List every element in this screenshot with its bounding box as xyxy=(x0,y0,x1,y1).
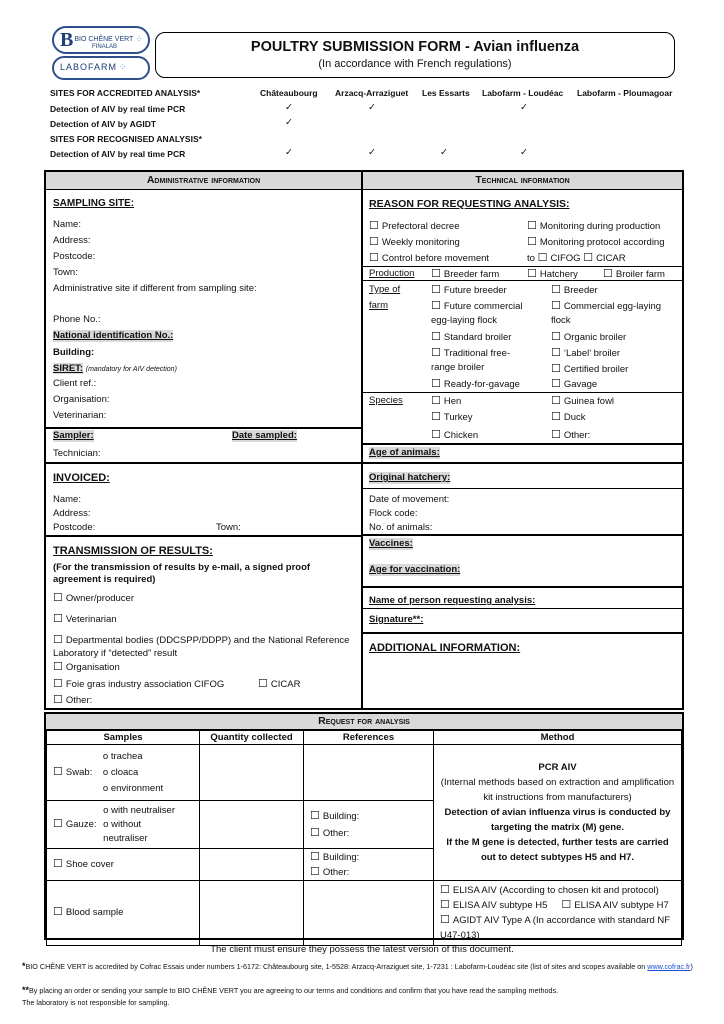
vaccines-field[interactable]: Vaccines: xyxy=(369,538,413,549)
site-row-2-label: Detection of AIV by real time PCR xyxy=(50,149,186,159)
hatchery-checkbox[interactable]: ☐ Hatchery xyxy=(527,268,578,282)
age-vaccination-field[interactable]: Age for vaccination: xyxy=(369,564,461,575)
range-broiler-text: range broiler xyxy=(431,362,485,373)
check-2-3: ✓ xyxy=(520,147,528,158)
pcr-bold1: Detection of avian influenza virus is conducted by targeting the matrix (M) gene. xyxy=(444,807,671,833)
gauze-other-checkbox[interactable]: ☐ Other: xyxy=(310,825,433,842)
cloaca-text: cloaca xyxy=(110,766,139,778)
address-field[interactable]: Address: xyxy=(53,235,91,246)
sampling-site-label: SAMPLING SITE: xyxy=(53,198,135,209)
site-col-0: Châteaubourg xyxy=(260,88,318,98)
gauze-checkbox[interactable]: ☐ Gauze: xyxy=(53,818,97,832)
duck-checkbox[interactable]: ☐ Duck xyxy=(551,411,586,425)
footer-note-2: **By placing an order or sending your sample to BIO CHÊNE VERT you are agreeing to our terms and conditions and confirm that you have read the sampling methods. xyxy=(22,985,559,995)
pcr-desc: (Internal methods based on extraction and amplification kit instructions from manufacturers) xyxy=(440,777,675,803)
tech-header: Technical information xyxy=(363,172,682,190)
flock-code-field[interactable]: Flock code: xyxy=(369,508,418,519)
sampler-field[interactable]: Sampler: xyxy=(53,430,94,441)
check-2-0: ✓ xyxy=(285,147,293,158)
col-samples: Samples xyxy=(47,731,200,745)
to-label xyxy=(527,252,626,266)
inv-name-field[interactable]: Name: xyxy=(53,494,81,505)
elisa-method-cell xyxy=(434,881,682,946)
chicken-checkbox[interactable]: ☐ Chicken xyxy=(431,429,478,443)
swab-references[interactable] xyxy=(304,745,434,801)
request-section xyxy=(44,712,684,940)
inv-town-field[interactable]: Town: xyxy=(216,522,241,533)
siret-field[interactable] xyxy=(53,363,177,375)
signature-field[interactable]: Signature**: xyxy=(369,614,424,625)
gauze-opt-without[interactable]: o without xyxy=(103,818,142,830)
person-requesting-field[interactable]: Name of person requesting analysis: xyxy=(369,595,536,606)
veterinarian-field[interactable]: Veterinarian: xyxy=(53,410,107,421)
inv-address-field[interactable]: Address: xyxy=(53,508,91,519)
recognised-label: SITES FOR RECOGNISED ANALYSIS* xyxy=(50,134,202,144)
technician-field[interactable]: Technician: xyxy=(53,448,101,459)
weekly-checkbox[interactable]: ☐ Weekly monitoring xyxy=(369,236,460,250)
swab-opt-environment[interactable]: o environment xyxy=(102,782,164,794)
siret-label: SIRET: xyxy=(53,363,84,374)
admin-site-field[interactable]: Administrative site if different from sampling site: xyxy=(53,283,257,294)
pcr-title: PCR AIV xyxy=(538,762,577,773)
check-0-3: ✓ xyxy=(520,102,528,113)
site-row-0-label: Detection of AIV by real time PCR xyxy=(50,104,186,114)
broiler-farm-checkbox[interactable]: ☐ Broiler farm xyxy=(603,268,665,282)
without-text: without xyxy=(111,818,142,830)
neutraliser-text: neutraliser xyxy=(103,832,148,844)
date-movement-field[interactable]: Date of movement: xyxy=(369,494,450,505)
dept-checkbox[interactable]: ☐ Departmental bodies (DDCSPP/DDPP) and the National Reference Laboratory if “detected” result xyxy=(53,634,353,660)
gavage-checkbox[interactable]: ☐ Gavage xyxy=(551,378,597,392)
building-field[interactable]: Building: xyxy=(53,347,95,358)
site-row-1-label: Detection of AIV by AGIDT xyxy=(50,119,157,129)
cofrac-link[interactable]: www.cofrac.fr xyxy=(647,962,691,971)
certified-broiler-checkbox[interactable]: ☐ Certified broiler xyxy=(551,363,628,377)
note2-text: By placing an order or sending your sample to BIO CHÊNE VERT you are agreeing to our terms and conditions and confirm that you have read the sampling methods. xyxy=(29,986,559,995)
town-field[interactable]: Town: xyxy=(53,267,78,278)
traditional-checkbox[interactable]: ☐ Traditional free- xyxy=(431,347,510,361)
gauze-row xyxy=(47,801,200,849)
turkey-checkbox[interactable]: ☐ Turkey xyxy=(431,411,473,425)
organisation-field[interactable]: Organisation: xyxy=(53,394,110,405)
swab-row xyxy=(47,745,200,801)
hen-checkbox[interactable]: ☐ Hen xyxy=(431,395,461,409)
transmission-note: (For the transmission of results by e-mail, a signed proof agreement is required) xyxy=(53,562,311,585)
future-breeder-checkbox[interactable]: ☐ Future breeder xyxy=(431,284,507,298)
reason-label: REASON FOR REQUESTING ANALYSIS: xyxy=(369,198,570,210)
environment-text: environment xyxy=(110,782,164,794)
blood-references[interactable] xyxy=(304,881,434,946)
accredited-label: SITES FOR ACCREDITED ANALYSIS* xyxy=(50,88,201,98)
blood-row xyxy=(47,881,200,946)
request-header: Request for analysis xyxy=(46,714,682,730)
footer-note-1: *BIO CHÊNE VERT is accredited by Cofrac Essais under numbers 1-6172: Châteaubourg site, 1-5528: Arzacq-Arraziguet site, 1-7231 : Labofarm-Loudéac site (list of sites and scopes available on www.cofrac.fr) xyxy=(22,961,693,971)
blood-quantity[interactable] xyxy=(200,881,304,946)
swab-quantity[interactable] xyxy=(200,745,304,801)
site-col-4: Labofarm - Ploumagoar xyxy=(577,88,673,98)
shoe-cover-checkbox[interactable]: ☐ Shoe cover xyxy=(53,859,114,870)
col-references: References xyxy=(304,731,434,745)
form-subtitle: (In accordance with French regulations) xyxy=(318,58,512,71)
age-animals-field[interactable]: Age of animals: xyxy=(369,447,440,458)
pcr-bold2: If the M gene is detected, further tests are carried out to detect subtypes H5 and H7. xyxy=(446,837,669,863)
shoe-building-checkbox[interactable]: ☐ Building: xyxy=(310,850,433,865)
cifog-checkbox[interactable]: ☐ CIFOG xyxy=(538,253,581,264)
with-neutraliser-text: with neutraliser xyxy=(111,804,175,816)
foie-gras-checkbox[interactable]: ☐ Foie gras industry association CIFOG xyxy=(53,678,224,692)
original-hatchery-field[interactable]: Original hatchery: xyxy=(369,472,451,483)
logo-dots-icon: ⁘ xyxy=(135,34,143,45)
gauze-references xyxy=(304,801,434,849)
labofarm-logo xyxy=(52,56,150,80)
no-animals-field[interactable]: No. of animals: xyxy=(369,522,433,533)
shoe-row xyxy=(47,849,200,881)
postcode-field[interactable]: Postcode: xyxy=(53,251,96,262)
info-section xyxy=(44,170,684,710)
monitoring-prod-checkbox[interactable]: ☐ Monitoring during production xyxy=(527,220,660,234)
monitoring-protocol-checkbox[interactable]: ☐ Monitoring protocol according xyxy=(527,236,665,250)
inv-postcode-field[interactable]: Postcode: xyxy=(53,522,96,533)
note1-text: BIO CHÊNE VERT is accredited by Cofrac Essais under numbers 1-6172: Châteaubourg site, 1-5528: Arzacq-Arraziguet site, 1-7231 : Labofarm-Loudéac site (list of sites and scopes available on xyxy=(25,962,646,971)
organisation-checkbox[interactable]: ☐ Organisation xyxy=(53,661,120,675)
cicar-tech-checkbox[interactable]: ☐ CICAR xyxy=(583,253,625,264)
additional-info-field[interactable]: ADDITIONAL INFORMATION: xyxy=(369,642,521,654)
pcr-method-cell xyxy=(434,745,682,881)
site-col-3: Labofarm - Loudéac xyxy=(482,88,564,98)
gauze-building-checkbox[interactable]: ☐ Building: xyxy=(310,808,433,825)
future-commercial-checkbox[interactable]: ☐ Future commercial xyxy=(431,300,523,314)
elisa-h5-checkbox[interactable]: ☐ ELISA AIV subtype H5 xyxy=(440,900,547,911)
species-label: Species xyxy=(369,395,403,406)
commercial-egg-checkbox[interactable]: ☐ Commercial egg-laying xyxy=(551,300,661,314)
col-quantity: Quantity collected xyxy=(200,731,304,745)
col-method: Method xyxy=(434,731,682,745)
swab-checkbox[interactable]: ☐ Swab: xyxy=(53,766,92,780)
footer-note-3: The laboratory is not responsible for sampling. xyxy=(22,998,170,1007)
other-checkbox[interactable]: ☐ Other: xyxy=(53,694,92,708)
tech-column xyxy=(363,172,682,708)
admin-header: Administrative information xyxy=(46,172,361,190)
site-col-2: Les Essarts xyxy=(422,88,470,98)
control-checkbox[interactable]: ☐ Control before movement xyxy=(369,252,489,266)
egg-laying-flock-text: egg-laying flock xyxy=(431,315,498,326)
check-0-1: ✓ xyxy=(368,102,376,113)
farm-label: farm xyxy=(369,300,388,311)
shoe-quantity[interactable] xyxy=(200,849,304,881)
production-label: Production xyxy=(369,268,415,279)
form-title-box xyxy=(155,32,675,78)
invoiced-label: INVOICED: xyxy=(53,472,110,484)
shoe-other-checkbox[interactable]: ☐ Other: xyxy=(310,865,433,880)
blood-sample-checkbox[interactable]: ☐ Blood sample xyxy=(53,907,123,918)
request-table xyxy=(46,730,682,946)
labofarm-text: LABOFARM xyxy=(60,62,118,73)
agidt-checkbox[interactable]: ☐ AGIDT AIV Type A (In accordance with standard NF U47-013) xyxy=(440,913,675,943)
elisa-checkbox[interactable]: ☐ ELISA AIV (According to chosen kit and protocol) xyxy=(440,883,675,898)
national-id-field[interactable]: National identification No.: xyxy=(53,330,174,341)
date-sampled-field[interactable]: Date sampled: xyxy=(232,430,297,441)
gauze-opt-with[interactable]: o with neutraliser xyxy=(103,804,175,816)
shoe-references xyxy=(304,849,434,881)
swab-opt-trachea[interactable]: o trachea xyxy=(102,750,143,762)
standard-broiler-checkbox[interactable]: ☐ Standard broiler xyxy=(431,331,511,345)
prefectoral-checkbox[interactable]: ☐ Prefectoral decree xyxy=(369,220,460,234)
type-of-label: Type of xyxy=(369,284,401,295)
check-2-2: ✓ xyxy=(440,147,448,158)
client-ref-field[interactable]: Client ref.: xyxy=(53,378,97,389)
check-2-1: ✓ xyxy=(368,147,376,158)
breeder-farm-checkbox[interactable]: ☐ Breeder farm xyxy=(431,268,499,282)
logo-dots-icon: ⁘ xyxy=(119,62,127,73)
check-1-0: ✓ xyxy=(285,117,293,128)
vet-checkbox[interactable]: ☐ Veterinarian xyxy=(53,613,117,627)
finalab-text: FINALAB xyxy=(92,44,118,50)
site-col-1: Arzacq-Arraziguet xyxy=(335,88,409,98)
cicar-checkbox[interactable]: ☐ CICAR xyxy=(258,678,300,692)
swab-opt-cloaca[interactable]: o cloaca xyxy=(102,766,139,778)
elisa-h7-checkbox[interactable]: ☐ ELISA AIV subtype H7 xyxy=(561,900,668,911)
gauze-quantity[interactable] xyxy=(200,801,304,849)
transmission-label: TRANSMISSION OF RESULTS: xyxy=(53,545,213,557)
form-title: POULTRY SUBMISSION FORM - Avian influenza xyxy=(250,39,580,55)
other-species-checkbox[interactable]: ☐ Other: xyxy=(551,429,590,443)
phone-field[interactable]: Phone No.: xyxy=(53,314,101,325)
guinea-fowl-checkbox[interactable]: ☐ Guinea fowl xyxy=(551,395,614,409)
ready-gavage-checkbox[interactable]: ☐ Ready-for-gavage xyxy=(431,378,520,392)
logo-bio-chene-text: BIO CHÊNE VERT xyxy=(74,35,134,43)
label-broiler-checkbox[interactable]: ☐ ‘Label’ broiler xyxy=(551,347,620,361)
owner-checkbox[interactable]: ☐ Owner/producer xyxy=(53,592,134,606)
logo-b-letter: B xyxy=(60,28,74,51)
siret-note: (mandatory for AIV detection) xyxy=(85,366,177,373)
trachea-text: trachea xyxy=(110,750,143,762)
check-0-0: ✓ xyxy=(285,102,293,113)
name-field[interactable]: Name: xyxy=(53,219,81,230)
organic-broiler-checkbox[interactable]: ☐ Organic broiler xyxy=(551,331,626,345)
version-note: The client must ensure they possess the latest version of this document. xyxy=(210,944,514,955)
to-text: to xyxy=(527,253,535,264)
breeder-checkbox[interactable]: ☐ Breeder xyxy=(551,284,598,298)
flock-text: flock xyxy=(551,315,571,326)
